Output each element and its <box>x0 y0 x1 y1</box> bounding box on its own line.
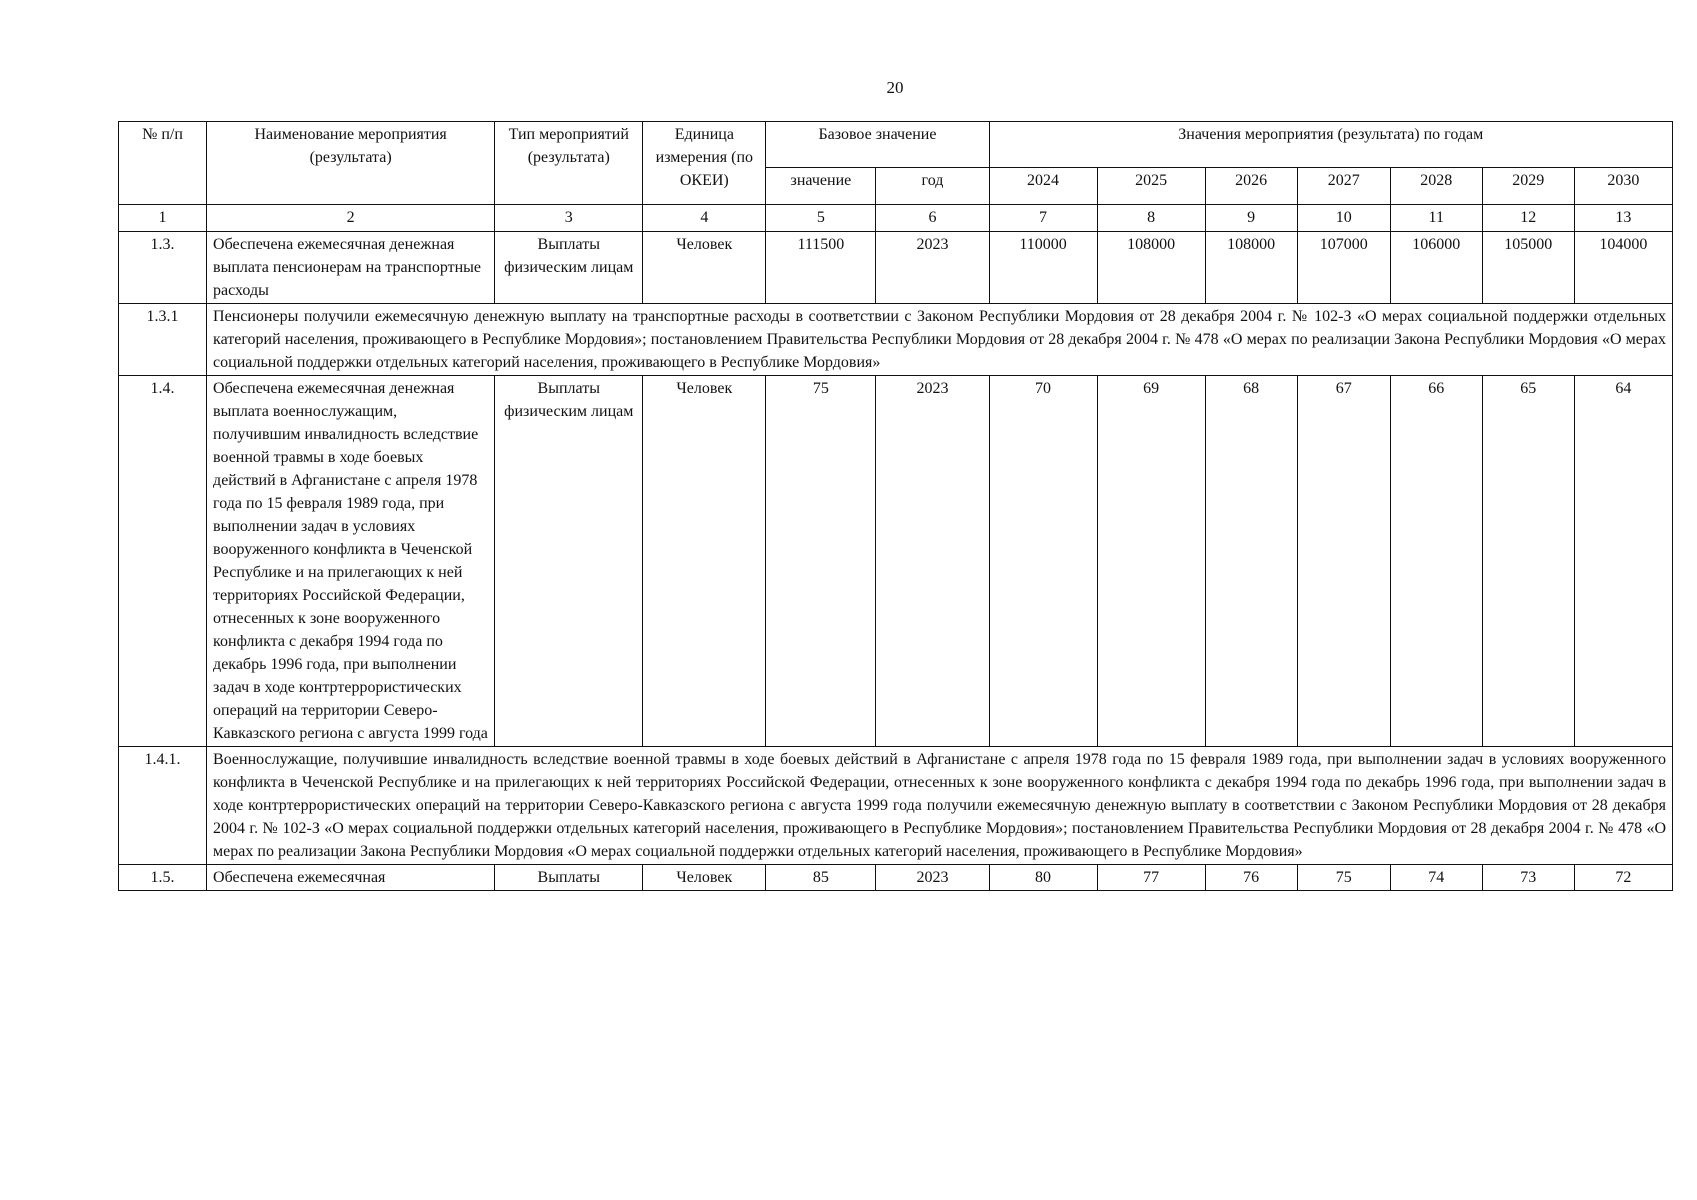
row-base-value: 111500 <box>766 232 876 304</box>
row-num: 1.3. <box>119 232 207 304</box>
header-base: Базовое значение <box>766 122 989 168</box>
row-year-value: 75 <box>1297 865 1390 891</box>
row-year-value: 76 <box>1205 865 1297 891</box>
row-year-value: 73 <box>1482 865 1574 891</box>
header-num: № п/п <box>119 122 207 205</box>
row-type: Выплаты физическим лицам <box>495 232 643 304</box>
header-year: 2028 <box>1390 168 1482 205</box>
column-number: 1 <box>119 205 207 232</box>
header-year: 2030 <box>1574 168 1672 205</box>
row-unit: Человек <box>643 376 766 747</box>
column-number: 3 <box>495 205 643 232</box>
row-year-value: 70 <box>989 376 1097 747</box>
row-num: 1.4.1. <box>119 747 207 865</box>
row-type: Выплаты <box>495 865 643 891</box>
table-row <box>119 865 1673 891</box>
header-unit: Единица измерения (по ОКЕИ) <box>643 122 766 205</box>
header-year: 2027 <box>1297 168 1390 205</box>
row-year-value: 104000 <box>1574 232 1672 304</box>
row-description: Военнослужащие, получившие инвалидность вследствие военной травмы в ходе боевых действий в Афганистане с апреля 1978 года по 15 февраля 1989 года, при выполнении задач в условиях вооруженного конфликта в Чеченской Республике и на прилегающих к ней территориях Российской Федерации, отнесенных к зоне вооруженного конфликта с декабря 1994 года по декабрь 1996 года, при выполнении задач в ходе контртеррористических операций на территории Северо-Кавказского региона с августа 1999 года получили ежемесячную денежную выплату в соответствии с Законом Республики Мордовия от 28 декабря 2004 г. № 102-З «О мерах социальной поддержки отдельных категорий населения, проживающего в Республике Мордовия»; постановлением Правительства Республики Мордовия от 28 декабря 2004 г. № 478 «О мерах по реализации Закона Республики Мордовия «О мерах социальной поддержки отдельных категорий населения, проживающего в Республике Мордовия» <box>207 747 1673 865</box>
column-number: 11 <box>1390 205 1482 232</box>
row-year-value: 74 <box>1390 865 1482 891</box>
table-row-description <box>119 747 1673 865</box>
row-description: Пенсионеры получили ежемесячную денежную выплату на транспортные расходы в соответствии с Законом Республики Мордовия от 28 декабря 2004 г. № 102-З «О мерах социальной поддержки отдельных категорий населения, проживающего в Республике Мордовия»; постановлением Правительства Республики Мордовия от 28 декабря 2004 г. № 478 «О мерах по реализации Закона Республики Мордовия «О мерах социальной поддержки отдельных категорий населения, проживающего в Республике Мордовия» <box>207 304 1673 376</box>
table-header-row <box>119 122 1673 168</box>
row-year-value: 110000 <box>989 232 1097 304</box>
row-year-value: 105000 <box>1482 232 1574 304</box>
header-year: 2029 <box>1482 168 1574 205</box>
column-number: 2 <box>207 205 495 232</box>
row-unit: Человек <box>643 232 766 304</box>
header-year: 2026 <box>1205 168 1297 205</box>
column-number: 6 <box>876 205 989 232</box>
column-number: 9 <box>1205 205 1297 232</box>
row-name: Обеспечена ежемесячная денежная выплата пенсионерам на транспортные расходы <box>207 232 495 304</box>
column-number: 7 <box>989 205 1097 232</box>
row-base-value: 85 <box>766 865 876 891</box>
row-year-value: 72 <box>1574 865 1672 891</box>
row-year-value: 108000 <box>1205 232 1297 304</box>
page-number: 20 <box>886 78 904 97</box>
header-base-value: значение <box>766 168 876 205</box>
row-year-value: 66 <box>1390 376 1482 747</box>
table-row <box>119 376 1673 747</box>
header-years-group: Значения мероприятия (результата) по годам <box>989 122 1673 168</box>
row-year-value: 106000 <box>1390 232 1482 304</box>
header-name: Наименование мероприятия (результата) <box>207 122 495 205</box>
row-year-value: 65 <box>1482 376 1574 747</box>
row-base-year: 2023 <box>876 232 989 304</box>
row-type: Выплаты физическим лицам <box>495 376 643 747</box>
column-number: 5 <box>766 205 876 232</box>
column-numbers-row <box>119 205 1673 232</box>
row-year-value: 67 <box>1297 376 1390 747</box>
row-base-year: 2023 <box>876 865 989 891</box>
header-type: Тип мероприятий (результата) <box>495 122 643 205</box>
table-row-description <box>119 304 1673 376</box>
row-num: 1.5. <box>119 865 207 891</box>
row-num: 1.4. <box>119 376 207 747</box>
column-number: 13 <box>1574 205 1672 232</box>
row-num: 1.3.1 <box>119 304 207 376</box>
column-number: 10 <box>1297 205 1390 232</box>
header-year: 2024 <box>989 168 1097 205</box>
row-year-value: 107000 <box>1297 232 1390 304</box>
header-base-year: год <box>876 168 989 205</box>
row-unit: Человек <box>643 865 766 891</box>
table-row <box>119 232 1673 304</box>
row-year-value: 68 <box>1205 376 1297 747</box>
column-number: 8 <box>1097 205 1205 232</box>
column-number: 12 <box>1482 205 1574 232</box>
header-year: 2025 <box>1097 168 1205 205</box>
row-year-value: 69 <box>1097 376 1205 747</box>
row-year-value: 64 <box>1574 376 1672 747</box>
row-base-year: 2023 <box>876 376 989 747</box>
results-table <box>118 121 1673 891</box>
column-number: 4 <box>643 205 766 232</box>
row-year-value: 80 <box>989 865 1097 891</box>
row-base-value: 75 <box>766 376 876 747</box>
row-year-value: 77 <box>1097 865 1205 891</box>
row-name: Обеспечена ежемесячная <box>207 865 495 891</box>
row-year-value: 108000 <box>1097 232 1205 304</box>
row-name: Обеспечена ежемесячная денежная выплата военнослужащим, получившим инвалидность вследствие военной травмы в ходе боевых действий в Афганистане с апреля 1978 года по 15 февраля 1989 года, при выполнении задач в условиях вооруженного конфликта в Чеченской Республике и на прилегающих к ней территориях Российской Федерации, отнесенных к зоне вооруженного конфликта с декабря 1994 года по декабрь 1996 года, при выполнении задач в ходе контртеррористических операций на территории Северо-Кавказского региона с августа 1999 года <box>207 376 495 747</box>
